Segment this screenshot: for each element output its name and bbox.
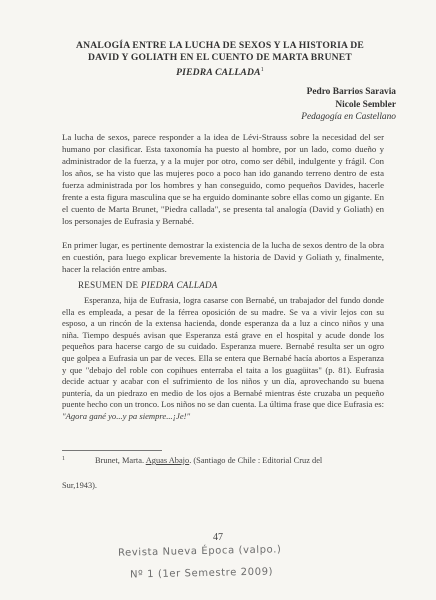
second-paragraph: En primer lugar, es pertinente demostrar la existencia de la lucha de sexos dentro de la obra en cuestión, para luego explicar brevemente la historia de David y Goliath y, finalmente, hacer la relación entre ambas. [62, 240, 384, 274]
footnote-mark: 1 [62, 456, 65, 462]
article-title [40, 40, 400, 79]
title-line-1: ANALOGÍA ENTRE LA LUCHA DE SEXOS Y LA HISTORIA DE [75, 40, 364, 51]
title-footnote-mark: 1 [260, 67, 264, 73]
author-affiliation: Pedagogía en Castellano [301, 112, 396, 122]
footnote-line-2: Sur,1943). [62, 481, 98, 490]
summary-quote: "Agora gané yo...y pa siempre...¡Je!" [62, 410, 191, 421]
section-heading-prefix: RESUMEN DE [78, 280, 141, 290]
intro-paragraph: La lucha de sexos, parece responder a la idea de Lévi-Strauss sobre la necesidad del ser humano por clasificar. Esta taxonomía ha puesto al hombre, por un lado, como dueño y administrador de la fuerza, y a la mujer por otro, como ser débil, indulgente y frágil. Con los años, se ha visto que las mujeres poco a poco han ido ganando terreno dentro de esta fuerza administrada por los hombres y han conseguido, como pequeños Davides, hacerle frente a esta figura masculina que se ha erguido dominante sobre ellas como un gigante. En el cuento de Marta Brunet, "Piedra callada", se presenta tal analogía (David y Goliath) en los personajes de Eufrasia y Bernabé. [62, 132, 384, 226]
page-number: 47 [213, 532, 223, 543]
footnote-text-before: Brunet, Marta. [95, 456, 146, 465]
footnote [62, 455, 382, 492]
handwritten-note-line-1: Revista Nueva Época (valpo.) [117, 544, 282, 559]
title-line-3 [40, 64, 400, 79]
handwritten-note-line-2: Nº 1 (1er Semestre 2009) [129, 566, 274, 581]
footnote-divider [62, 450, 162, 451]
summary-text: Esperanza, hija de Eufrasia, logra casarse con Bernabé, un trabajador del fundo donde ella es empleada, a pesar de la férrea oposición de su madre. Se va a vivir lejos con su esposo, a un rincón de la extensa hacienda, donde esperanza da a luz a cinco niños y una niña. Tiempo después avisan que Esperanza está grave en el hospital y acude donde los pequeños para hacerse cargo de su cuidado. Esperanza muere. Bernabé resulta ser un ogro que golpea a Eufrasia un par de veces. Ella se entera que Bernabé hacía abortos a Esperanza y que "debajo del roble con copihues enterraba el taita a los guagüitas" (p. 81). Eufrasia decide actuar y acabar con el sufrimiento de los niños y un día, aprovechando su buena puntería, da un piedrazo en medio de los ojos a Bernabé mientras éste cruzaba un pequeño puente hecho con un tronco. Los niños no se dan cuenta. La última frase que dice Eufrasia es: [62, 295, 384, 410]
section-heading-italic: PIEDRA CALLADA [140, 280, 218, 290]
author-name-2: Nicole Sembler [335, 99, 396, 110]
author-name-1: Pedro Barrios Saravia [306, 87, 396, 97]
footnote-book-title: Aguas Abajo [145, 456, 190, 465]
story-title: PIEDRA CALLADA [176, 67, 261, 79]
title-line-2: DAVID Y GOLIATH EN EL CUENTO DE MARTA BRUNET [88, 52, 352, 63]
author-block [301, 86, 396, 124]
footnote-text-after: . (Santiago de Chile : Editorial Cruz del [189, 456, 323, 465]
section-heading [78, 280, 218, 290]
summary-paragraph [62, 295, 384, 423]
